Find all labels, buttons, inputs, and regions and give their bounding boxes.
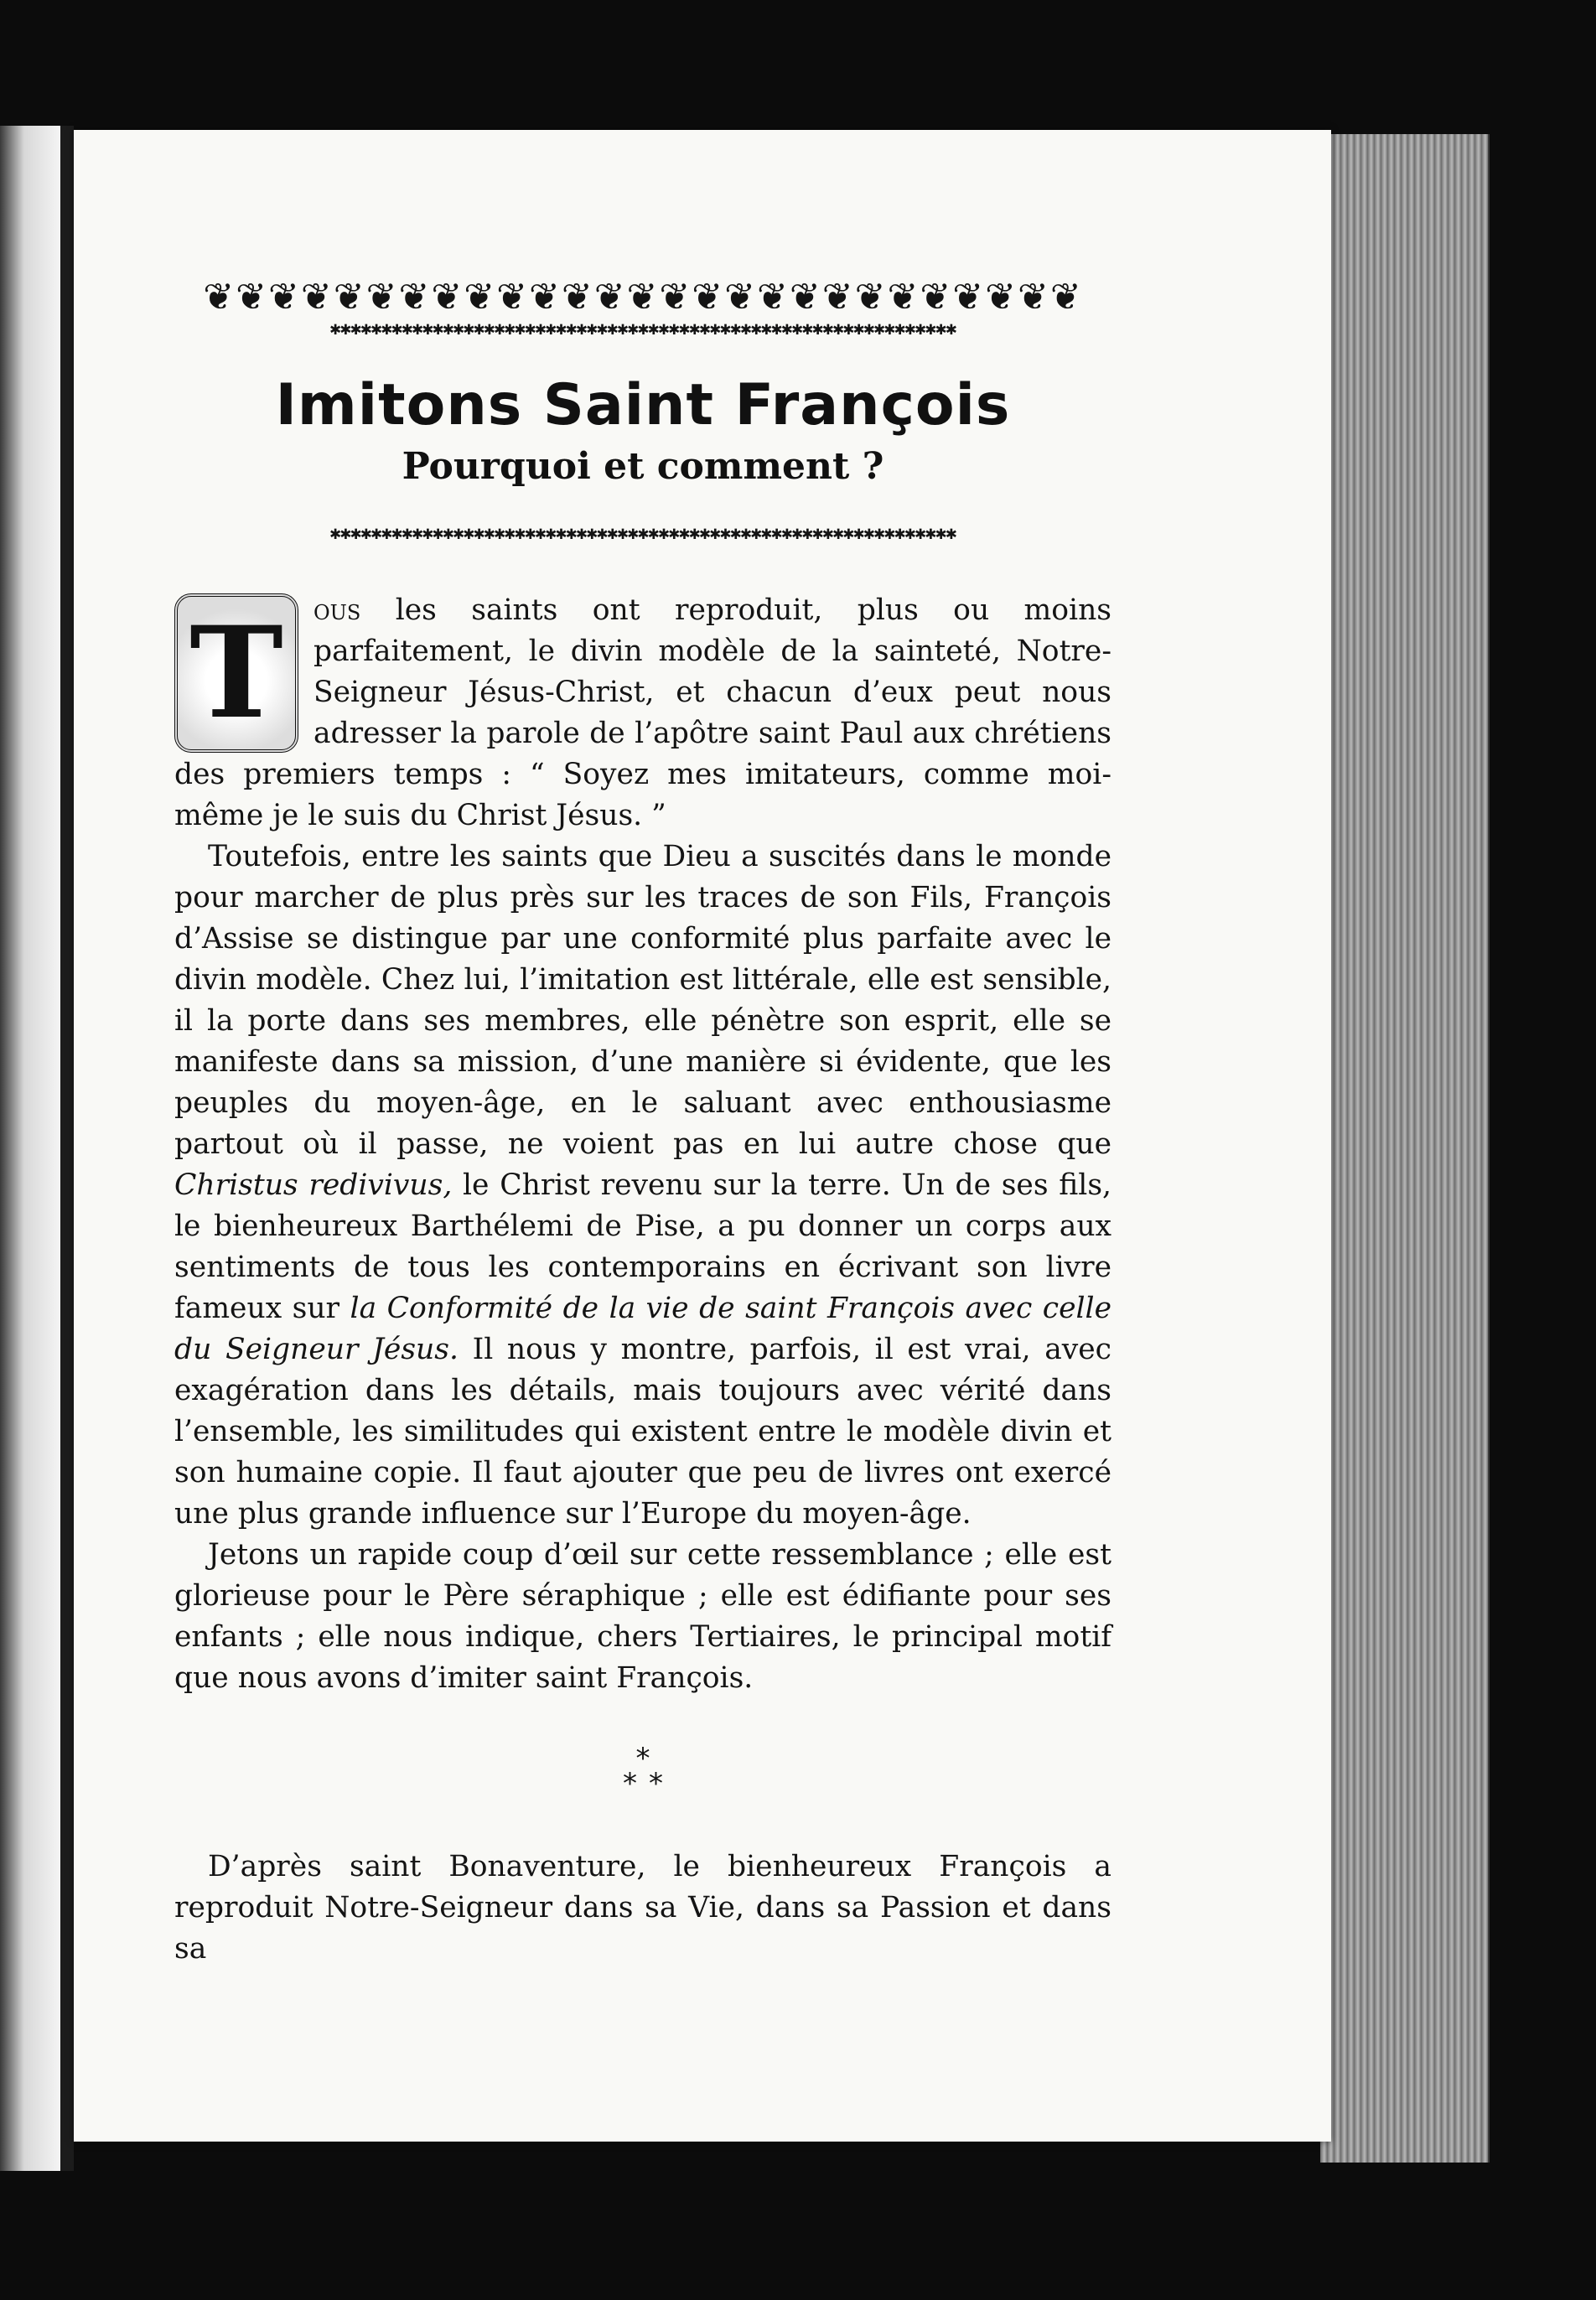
floral-ornament-band: ❦❦❦❦❦❦❦❦❦❦❦❦❦❦❦❦❦❦❦❦❦❦❦❦❦❦❦ [203, 277, 1083, 319]
paragraph-1 [174, 590, 1112, 837]
book-gutter [60, 126, 74, 2171]
first-word-rest: ous [314, 593, 361, 627]
paragraph-3: Jetons un rapide coup d’œil sur cette ressemblance ; elle est glorieuse pour le Père séraphique ; elle est édifiante pour ses enfants ; elle nous indique, chers Tertiaires, le principal motif que nous avons d’imiter saint François. [174, 1538, 1112, 1695]
paragraph-2-part-a: Toutefois, entre les saints que Dieu a suscités dans le monde pour marcher de plus près sur les traces de son Fils, François d’Assise se distingue par une conformité plus parfaite avec le divin modèle. Chez lui, l’imitation est littérale, elle est sensible, il la porte dans ses membres, elle pénètre son esprit, elle se manifeste dans sa mission, d’une manière si évidente, que les peuples du moyen-âge, en le saluant avec enthousiasme partout où il passe, ne voient pas en lui autre chose que [174, 840, 1112, 1161]
italic-book-title: la Conformité de la vie de saint François avec celle du Seigneur Jésus. [174, 1292, 1112, 1366]
paragraph-2-part-b: le Christ revenu sur la terre. Un de ses fils, le bienheureux Barthélemi de Pise, a pu donner un corps aux sentiments de tous les contemporains en écrivant son livre fameux sur [174, 1168, 1112, 1325]
star-rule-top: ✱✱✱✱✱✱✱✱✱✱✱✱✱✱✱✱✱✱✱✱✱✱✱✱✱✱✱✱✱✱✱✱✱✱✱✱✱✱✱✱✱✱✱✱✱✱✱✱✱✱✱✱✱✱✱✱✱✱✱✱✱ [329, 319, 956, 339]
italic-christus-redivivus: Christus redivivus, [174, 1168, 453, 1202]
dropcap-letter: T [174, 593, 298, 753]
article-body [174, 590, 1112, 1970]
asterism-top: * [635, 1742, 650, 1775]
page-subtitle: Pourquoi et comment ? [402, 445, 884, 488]
asterism-bottom: ** [623, 1767, 675, 1800]
page-content [174, 277, 1112, 1970]
left-page-edge [0, 126, 60, 2171]
page-title: Imitons Saint François [275, 372, 1011, 438]
asterism [174, 1742, 1112, 1800]
paragraph-1-text: les saints ont reproduit, plus ou moins parfaitement, le divin modèle de la sainteté, Notre-Seigneur Jésus-Christ, et chacun d’eux peut nous adresser la parole de l’apôtre saint Paul aux chrétiens des premiers temps : “ Soyez mes imitateurs, comme moi-même je le suis du Christ Jésus. ” [174, 593, 1112, 832]
paragraph-2 [174, 837, 1112, 1535]
page-stack-edge [1320, 134, 1490, 2163]
book-page [74, 130, 1331, 2142]
paragraph-2-part-c: Il nous y montre, parfois, il est vrai, avec exagération dans les détails, mais toujours avec vérité dans l’ensemble, les similitudes qui existent entre le modèle divin et son humaine copie. Il faut ajouter que peu de livres ont exercé une plus grande influence sur l’Europe du moyen-âge. [174, 1333, 1112, 1531]
star-rule-bottom: ✱✱✱✱✱✱✱✱✱✱✱✱✱✱✱✱✱✱✱✱✱✱✱✱✱✱✱✱✱✱✱✱✱✱✱✱✱✱✱✱✱✱✱✱✱✱✱✱✱✱✱✱✱✱✱✱✱✱✱✱✱ [329, 523, 956, 544]
paragraph-4: D’après saint Bonaventure, le bienheureux François a reproduit Notre-Seigneur dans sa Vie, dans sa Passion et dans sa [174, 1850, 1112, 1966]
